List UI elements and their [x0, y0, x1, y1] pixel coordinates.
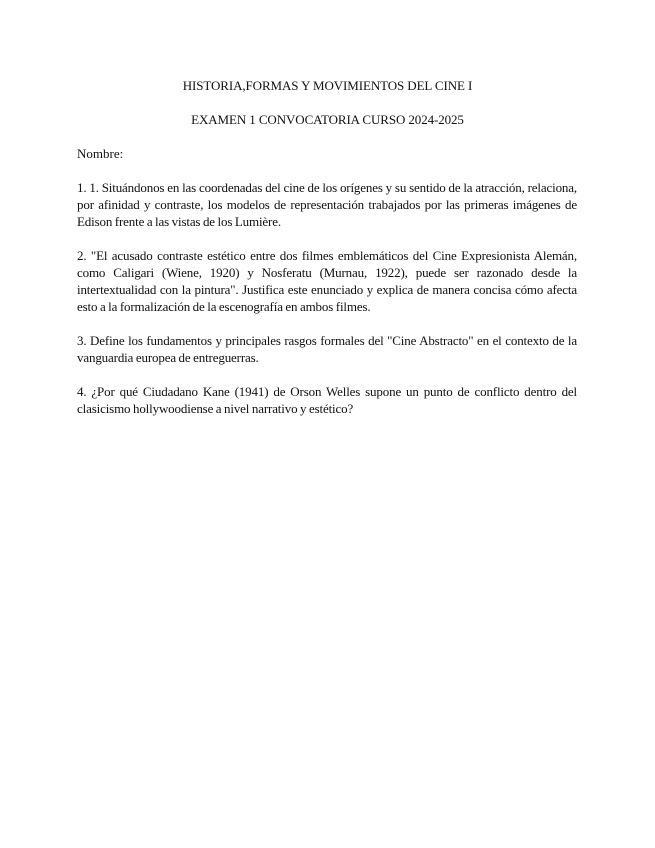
- question-2: 2. "El acusado contraste estético entre dos filmes emblemáticos del Cine Expresionista Alemán, como Caligari (Wiene, 1920) y Nosferatu (Murnau, 1922), puede ser razonado desde la intertextualidad con la pintura". Justifica este enunciado y explica de manera concisa cómo afecta esto a la formalización de la escenografía en ambos filmes.: [77, 248, 577, 314]
- question-3: 3. Define los fundamentos y principales rasgos formales del "Cine Abstracto" en el contexto de la vanguardia europea de entreguerras.: [77, 333, 577, 365]
- question-1: 1. 1. Situándonos en las coordenadas del cine de los orígenes y su sentido de la atracción, relaciona, por afinidad y contraste, los modelos de representación trabajados por las primeras imágenes de Edison frente a las vistas de los Lumière.: [77, 180, 577, 229]
- question-4: 4. ¿Por qué Ciudadano Kane (1941) de Orson Welles supone un punto de conflicto dentro del clasicismo hollywoodiense a nivel narrativo y estético?: [77, 384, 577, 416]
- name-label: Nombre:: [77, 146, 124, 161]
- exam-subtitle: EXAMEN 1 CONVOCATORIA CURSO 2024-2025: [191, 112, 464, 127]
- document-title: HISTORIA,FORMAS Y MOVIMIENTOS DEL CINE I: [182, 78, 473, 93]
